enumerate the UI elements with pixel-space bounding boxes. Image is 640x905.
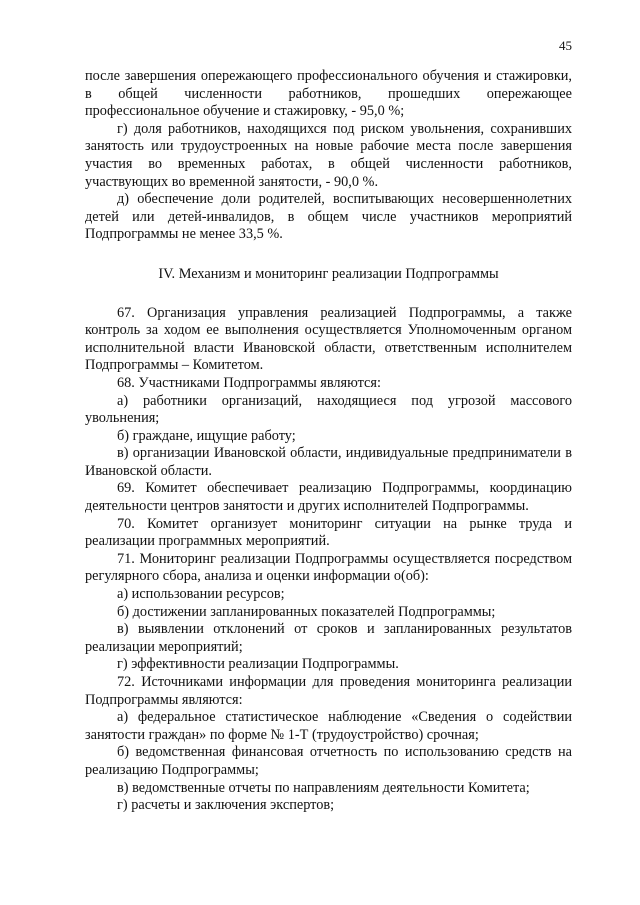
paragraph: а) федеральное статистическое наблюдение «Сведения о содействии занятости граждан» по форме № 1-Т (трудоустройство) срочная; bbox=[85, 709, 572, 743]
section-heading: IV. Механизм и мониторинг реализации Подпрограммы bbox=[158, 265, 499, 282]
paragraph: б) граждане, ищущие работу; bbox=[117, 427, 296, 444]
paragraph: 67. Организация управления реализацией Подпрограммы, а также контроль за ходом ее выполнения осуществляется Уполномоченным органом исполнительной власти Ивановской области, ответственным исполнителем Подпрограммы – Комитетом. bbox=[85, 304, 572, 374]
paragraph: а) использовании ресурсов; bbox=[117, 586, 285, 603]
paragraph: б) ведомственная финансовая отчетность по использованию средств на реализацию Подпрограммы; bbox=[85, 744, 572, 778]
document-body bbox=[85, 68, 572, 815]
page-number: 45 bbox=[559, 38, 572, 53]
paragraph: а) работники организаций, находящиеся под угрозой массового увольнения; bbox=[85, 392, 572, 427]
paragraph: 68. Участниками Подпрограммы являются: bbox=[117, 374, 381, 391]
paragraph: г) расчеты и заключения экспертов; bbox=[117, 797, 335, 814]
paragraph: 72. Источниками информации для проведения мониторинга реализации Подпрограммы являются: bbox=[85, 674, 572, 708]
paragraph: г) эффективности реализации Подпрограммы. bbox=[117, 656, 399, 673]
paragraph: в) организации Ивановской области, индивидуальные предприниматели в Ивановской области. bbox=[85, 445, 572, 479]
paragraph: в) ведомственные отчеты по направлениям деятельности Комитета; bbox=[117, 779, 530, 796]
paragraph: после завершения опережающего профессионального обучения и стажировки, в общей численности работников, прошедших опережающее профессиональное обучение и стажировку, - 95,0 %; bbox=[85, 68, 572, 120]
paragraph: 71. Мониторинг реализации Подпрограммы осуществляется посредством регулярного сбора, анализа и оценки информации о(об): bbox=[85, 550, 572, 585]
paragraph: 70. Комитет организует мониторинг ситуации на рынке труда и реализации программных мероприятий. bbox=[85, 515, 572, 550]
paragraph: 69. Комитет обеспечивает реализацию Подпрограммы, координацию деятельности центров занятости и других исполнителей Подпрограммы. bbox=[85, 480, 572, 515]
paragraph: в) выявлении отклонений от сроков и запланированных результатов реализации мероприятий; bbox=[85, 621, 572, 655]
paragraph: б) достижении запланированных показателей Подпрограммы; bbox=[117, 603, 496, 620]
paragraph: г) доля работников, находящихся под риском увольнения, сохранивших занятость или трудоустроенных на новые рабочие места после завершения участия во временных работах, в общей численности работников, участвующих во временной занятости, - 90,0 %. bbox=[85, 120, 572, 190]
paragraph: д) обеспечение доли родителей, воспитывающих несовершеннолетних детей или детей-инвалидов, в общем числе участников мероприятий Подпрограммы не менее 33,5 %. bbox=[85, 191, 572, 243]
